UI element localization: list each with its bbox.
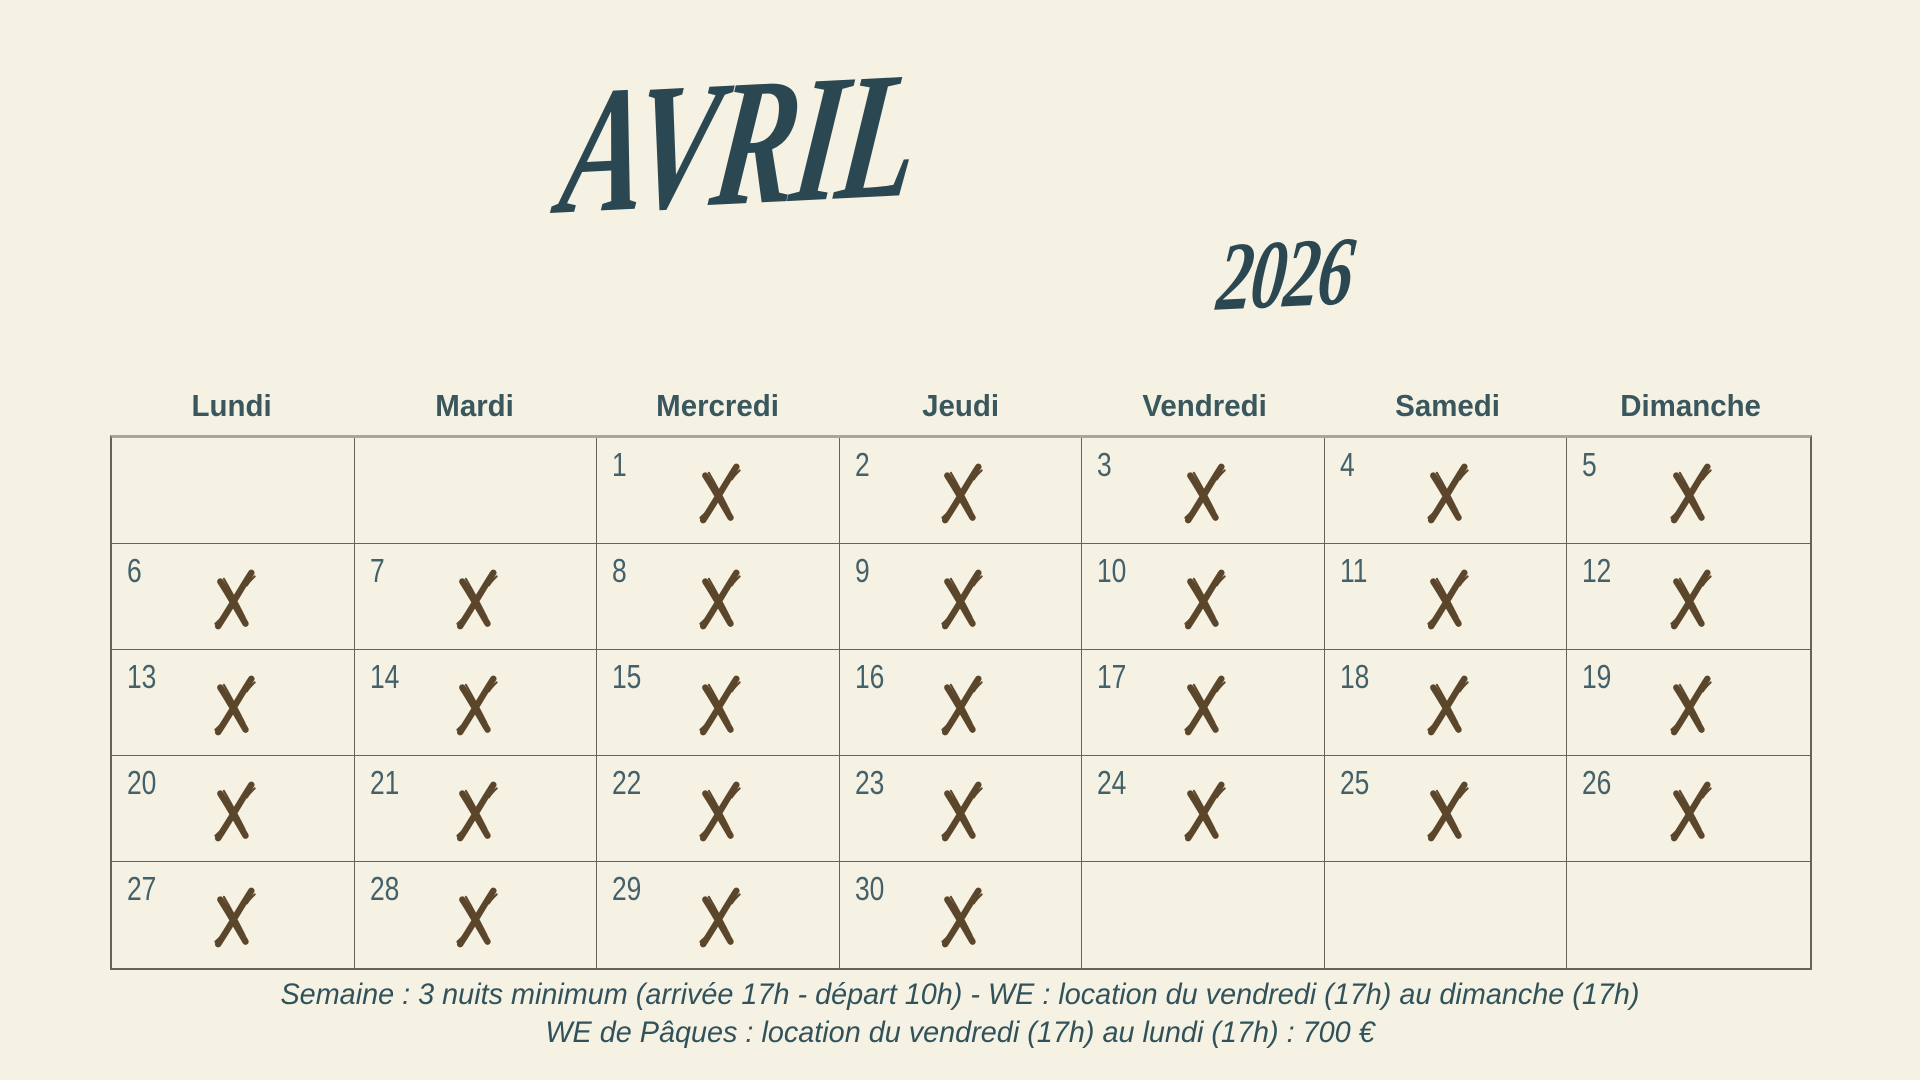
weekday-header-vendredi: Vendredi [1141,388,1267,423]
day-number: 10 [1097,552,1127,589]
calendar-grid [110,435,1812,970]
day-number: 2 [854,446,870,483]
day-cell [597,650,840,756]
day-cell [1567,438,1810,544]
day-number: 13 [127,658,157,695]
crossed-out-icon [1174,461,1232,527]
crossed-out-icon [1417,567,1475,633]
day-cell [1325,650,1568,756]
crossed-out-icon [1174,673,1232,739]
day-cell [1082,544,1325,650]
day-number: 14 [369,658,399,695]
day-number: 9 [854,552,870,589]
day-cell [840,650,1083,756]
weekday-header-lundi: Lundi [191,388,272,423]
empty-day-cell [1082,862,1325,968]
crossed-out-icon [1174,779,1232,845]
day-number: 18 [1339,658,1370,695]
weekday-header-mercredi: Mercredi [656,388,780,423]
crossed-out-icon [1660,567,1718,633]
day-number: 12 [1582,552,1612,589]
day-cell [1082,650,1325,756]
day-cell [112,544,355,650]
day-cell [112,862,355,968]
day-cell [1082,756,1325,862]
day-cell [112,756,355,862]
day-number: 22 [612,764,642,801]
crossed-out-icon [204,779,262,845]
day-number: 17 [1097,658,1127,695]
day-cell [112,650,355,756]
day-number: 26 [1582,764,1612,801]
day-cell [355,650,598,756]
crossed-out-icon [689,567,747,633]
day-cell [1567,756,1810,862]
day-number: 25 [1339,764,1370,801]
crossed-out-icon [204,567,262,633]
day-cell [1082,438,1325,544]
day-cell [597,544,840,650]
day-number: 29 [612,870,642,907]
day-number: 15 [612,658,642,695]
day-number: 23 [854,764,885,801]
crossed-out-icon [689,885,747,951]
day-cell [355,862,598,968]
day-cell [840,862,1083,968]
day-number: 21 [369,764,399,801]
crossed-out-icon [931,885,989,951]
day-cell [840,756,1083,862]
day-number: 24 [1097,764,1127,801]
weekday-header-jeudi: Jeudi [922,388,1000,423]
crossed-out-icon [931,461,989,527]
crossed-out-icon [1417,779,1475,845]
month-title: AVRIL [551,33,927,253]
day-cell [597,862,840,968]
crossed-out-icon [689,673,747,739]
crossed-out-icon [1417,673,1475,739]
day-cell [1567,650,1810,756]
day-number: 6 [127,552,142,589]
year-title: 2026 [1212,217,1358,333]
crossed-out-icon [689,779,747,845]
day-cell [355,756,598,862]
day-cell [840,544,1083,650]
day-cell [597,438,840,544]
day-cell [1325,438,1568,544]
day-cell [597,756,840,862]
crossed-out-icon [931,673,989,739]
crossed-out-icon [446,779,504,845]
crossed-out-icon [446,567,504,633]
day-number: 19 [1582,658,1612,695]
booking-conditions-line1: Semaine : 3 nuits minimum (arrivée 17h - départ 10h) - WE : location du vendredi (17h) au dimanche (17h) [280,978,1640,1011]
crossed-out-icon [1660,673,1718,739]
booking-conditions [0,976,1920,1052]
crossed-out-icon [1417,461,1475,527]
crossed-out-icon [446,673,504,739]
weekday-header-samedi: Samedi [1394,388,1500,423]
day-cell [1325,756,1568,862]
day-number: 7 [369,552,385,589]
crossed-out-icon [931,567,989,633]
day-cell [1567,544,1810,650]
day-cell [840,438,1083,544]
day-number: 5 [1582,446,1598,483]
crossed-out-icon [931,779,989,845]
crossed-out-icon [1660,779,1718,845]
day-number: 3 [1097,446,1112,483]
weekday-header-dimanche: Dimanche [1620,388,1761,423]
weekday-header-row [110,388,1812,424]
day-number: 27 [127,870,157,907]
day-number: 30 [854,870,885,907]
booking-conditions-line2: WE de Pâques : location du vendredi (17h) au lundi (17h) : 700 € [545,1016,1375,1049]
empty-day-cell [1325,862,1568,968]
crossed-out-icon [204,885,262,951]
day-cell [355,544,598,650]
crossed-out-icon [1174,567,1232,633]
day-number: 11 [1339,552,1368,589]
day-number: 16 [854,658,885,695]
crossed-out-icon [689,461,747,527]
crossed-out-icon [1660,461,1718,527]
day-number: 4 [1339,446,1355,483]
crossed-out-icon [204,673,262,739]
weekday-header-mardi: Mardi [435,388,514,423]
empty-day-cell [112,438,355,544]
day-number: 28 [369,870,399,907]
day-number: 20 [127,764,157,801]
day-number: 8 [612,552,627,589]
crossed-out-icon [446,885,504,951]
empty-day-cell [355,438,598,544]
day-number: 1 [612,446,627,483]
empty-day-cell [1567,862,1810,968]
day-cell [1325,544,1568,650]
